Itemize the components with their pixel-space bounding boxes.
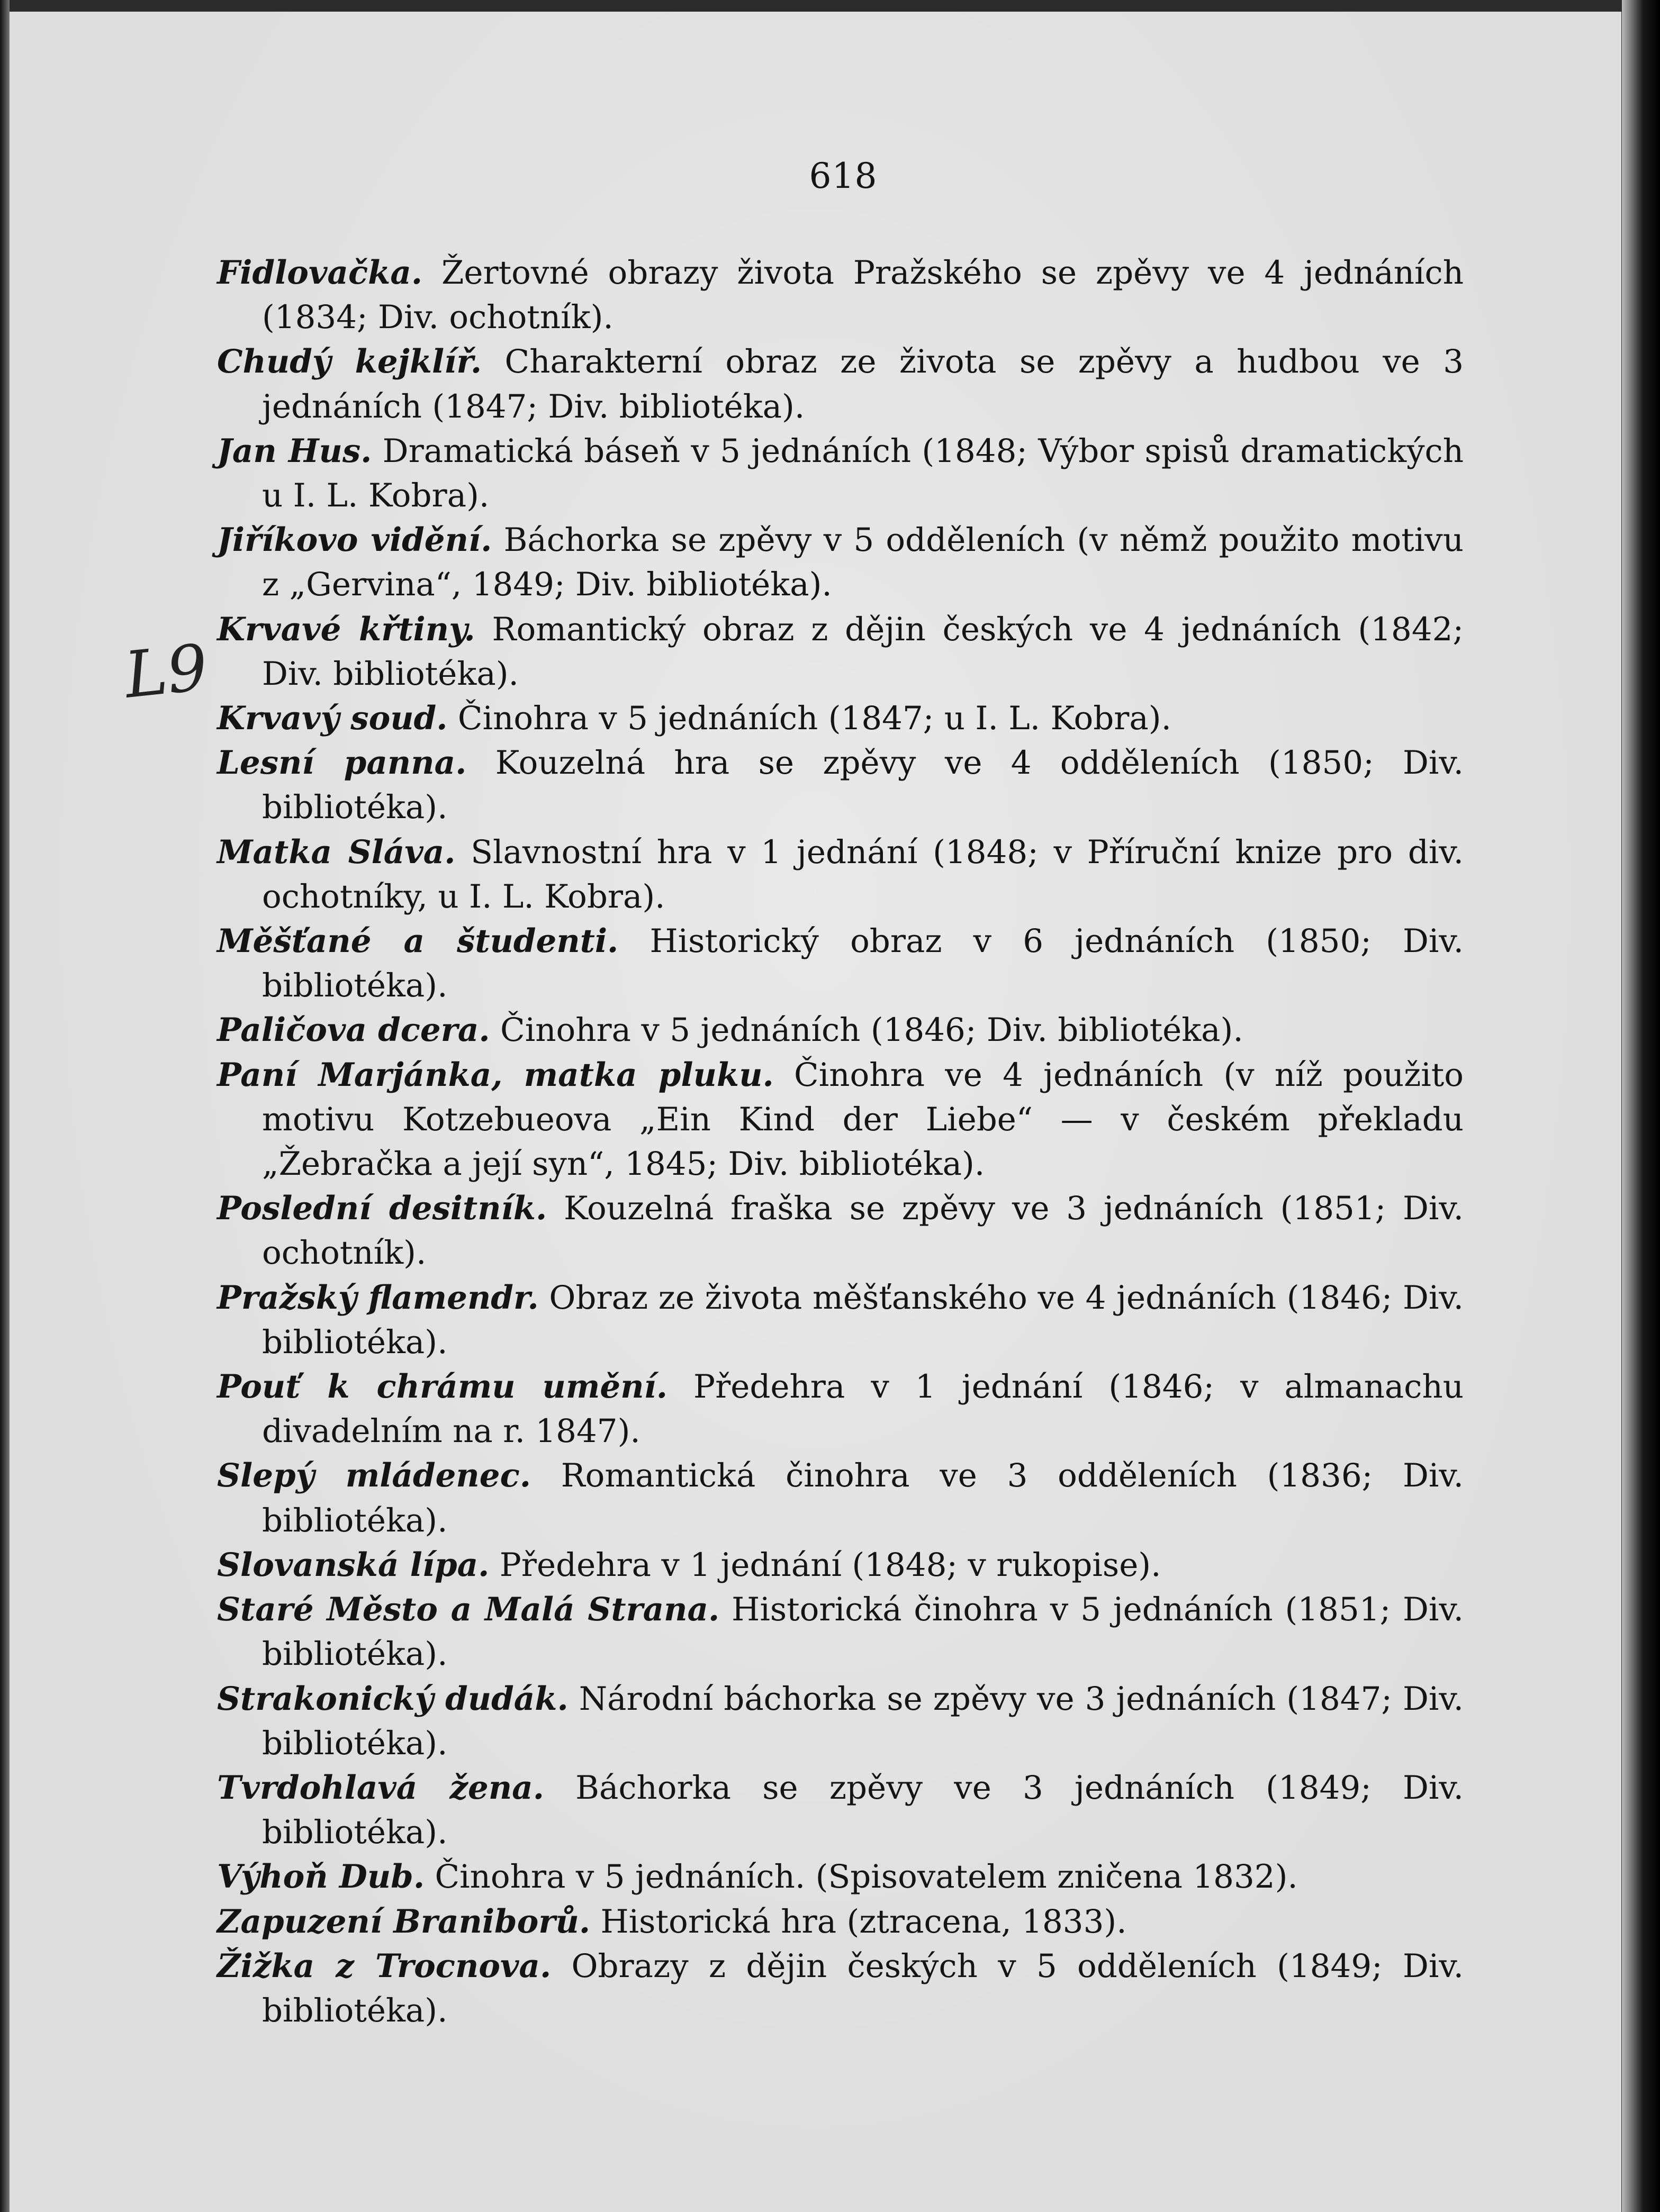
list-item	[217, 429, 1464, 518]
list-item	[217, 1766, 1464, 1855]
play-list	[217, 251, 1464, 2033]
entry-title: Slovanská lípa.	[217, 1546, 490, 1584]
entry-description: Předehra v 1 jednání (1846; v almanachu divadelním na r. 1847).	[262, 1368, 1464, 1451]
entry-description: Historická činohra v 5 jednáních (1851; Div. bibliotéka).	[262, 1591, 1464, 1673]
entry-title: Matka Sláva.	[217, 833, 456, 871]
list-item	[217, 1276, 1464, 1365]
entry-title: Pouť k chrámu umění.	[217, 1368, 667, 1406]
entry-description: Slavnostní hra v 1 jednání (1848; v Příruční knize pro div. ochotníky, u I. L. Kobra).	[262, 833, 1464, 915]
entry-title: Žižka z Trocnova.	[217, 1947, 552, 1985]
book-spine-left-edge	[0, 0, 10, 2212]
entry-description: Charakterní obraz ze života se zpěvy a hudbou ve 3 jednáních (1847; Div. bibliotéka).	[262, 343, 1464, 425]
list-item	[217, 696, 1464, 741]
entry-title: Krvavé křtiny.	[217, 610, 475, 648]
list-item	[217, 251, 1464, 340]
entry-description: Kouzelná hra se zpěvy ve 4 odděleních (1850; Div. bibliotéka).	[262, 744, 1464, 827]
entry-description: Obrazy z dějin českých v 5 odděleních (1849; Div. bibliotéka).	[262, 1947, 1464, 2029]
entry-title: Chudý kejklíř.	[217, 343, 482, 381]
list-item	[217, 1454, 1464, 1543]
entry-description: Činohra v 5 jednáních (1846; Div. bibliotéka).	[500, 1011, 1243, 1049]
entry-description: Báchorka se zpěvy ve 3 jednáních (1849; Div. bibliotéka).	[262, 1769, 1464, 1852]
entry-title: Jan Hus.	[217, 432, 372, 470]
list-item	[217, 340, 1464, 429]
entry-description: Dramatická báseň v 5 jednáních (1848; Výbor spisů dramatických u I. L. Kobra).	[262, 432, 1464, 515]
entry-title: Staré Město a Malá Strana.	[217, 1591, 720, 1629]
list-item	[217, 1677, 1464, 1766]
entry-description: Historická hra (ztracena, 1833).	[600, 1902, 1127, 1941]
entry-description: Činohra v 5 jednáních. (Spisovatelem zničena 1832).	[435, 1858, 1298, 1896]
list-item	[217, 830, 1464, 919]
entry-description: Romantická činohra ve 3 odděleních (1836; Div. bibliotéka).	[262, 1457, 1464, 1539]
list-item	[217, 741, 1464, 830]
entry-title: Tvrdohlavá žena.	[217, 1769, 544, 1807]
list-item	[217, 1053, 1464, 1187]
entry-description: Činohra v 5 jednáních (1847; u I. L. Kobra).	[457, 700, 1171, 738]
entry-description: Národní báchorka se zpěvy ve 3 jednáních (1847; Div. bibliotéka).	[262, 1680, 1464, 1762]
list-item	[217, 1855, 1464, 1899]
entry-description: Romantický obraz z dějin českých ve 4 jednáních (1842; Div. bibliotéka).	[262, 610, 1464, 693]
entry-title: Fidlovačka.	[217, 254, 423, 292]
entry-title: Zapuzení Braniborů.	[217, 1902, 591, 1941]
list-item	[217, 1543, 1464, 1588]
list-item	[217, 608, 1464, 696]
list-item	[217, 1900, 1464, 1944]
list-item	[217, 1186, 1464, 1275]
entry-description: Báchorka se zpěvy v 5 odděleních (v němž použito motivu z „Gervina“, 1849; Div. bibliotéka).	[262, 521, 1464, 604]
entry-title: Krvavý soud.	[217, 700, 448, 738]
entry-title: Paličova dcera.	[217, 1011, 490, 1049]
entry-title: Jiříkovo vidění.	[217, 521, 492, 559]
entry-description: Historický obraz v 6 jednáních (1850; Div. bibliotéka).	[262, 922, 1464, 1005]
entry-description: Žertovné obrazy života Pražského se zpěvy ve 4 jednáních (1834; Div. ochotník).	[262, 254, 1464, 337]
list-item	[217, 1365, 1464, 1454]
entry-title: Strakonický dudák.	[217, 1680, 569, 1718]
entry-description: Kouzelná fraška se zpěvy ve 3 jednáních (1851; Div. ochotník).	[262, 1190, 1464, 1272]
entry-title: Měšťané a študenti.	[217, 922, 619, 960]
list-item	[217, 518, 1464, 607]
page-number: 618	[809, 156, 878, 196]
entry-title: Poslední desitník.	[217, 1190, 547, 1228]
handwritten-margin-note: L9	[121, 631, 211, 713]
entry-title: Slepý mládenec.	[217, 1457, 531, 1495]
list-item	[217, 1944, 1464, 2033]
list-item	[217, 1588, 1464, 1676]
entry-title: Výhoň Dub.	[217, 1858, 425, 1896]
list-item	[217, 919, 1464, 1008]
entry-title: Paní Marjánka, matka pluku.	[217, 1056, 774, 1094]
entry-description: Činohra ve 4 jednáních (v níž použito motivu Kotzebueova „Ein Kind der Liebe“ — v českém překladu „Žebračka a její syn“, 1845; Div. bibliotéka).	[262, 1056, 1464, 1183]
entry-description: Předehra v 1 jednání (1848; v rukopise).	[499, 1546, 1161, 1584]
entry-title: Pražský flamendr.	[217, 1279, 539, 1317]
list-item	[217, 1008, 1464, 1053]
entry-title: Lesní panna.	[217, 744, 467, 782]
entry-description: Obraz ze života měšťanského ve 4 jednáních (1846; Div. bibliotéka).	[262, 1279, 1464, 1361]
book-page	[10, 12, 1621, 2212]
book-spine-right-edge	[1622, 0, 1660, 2212]
